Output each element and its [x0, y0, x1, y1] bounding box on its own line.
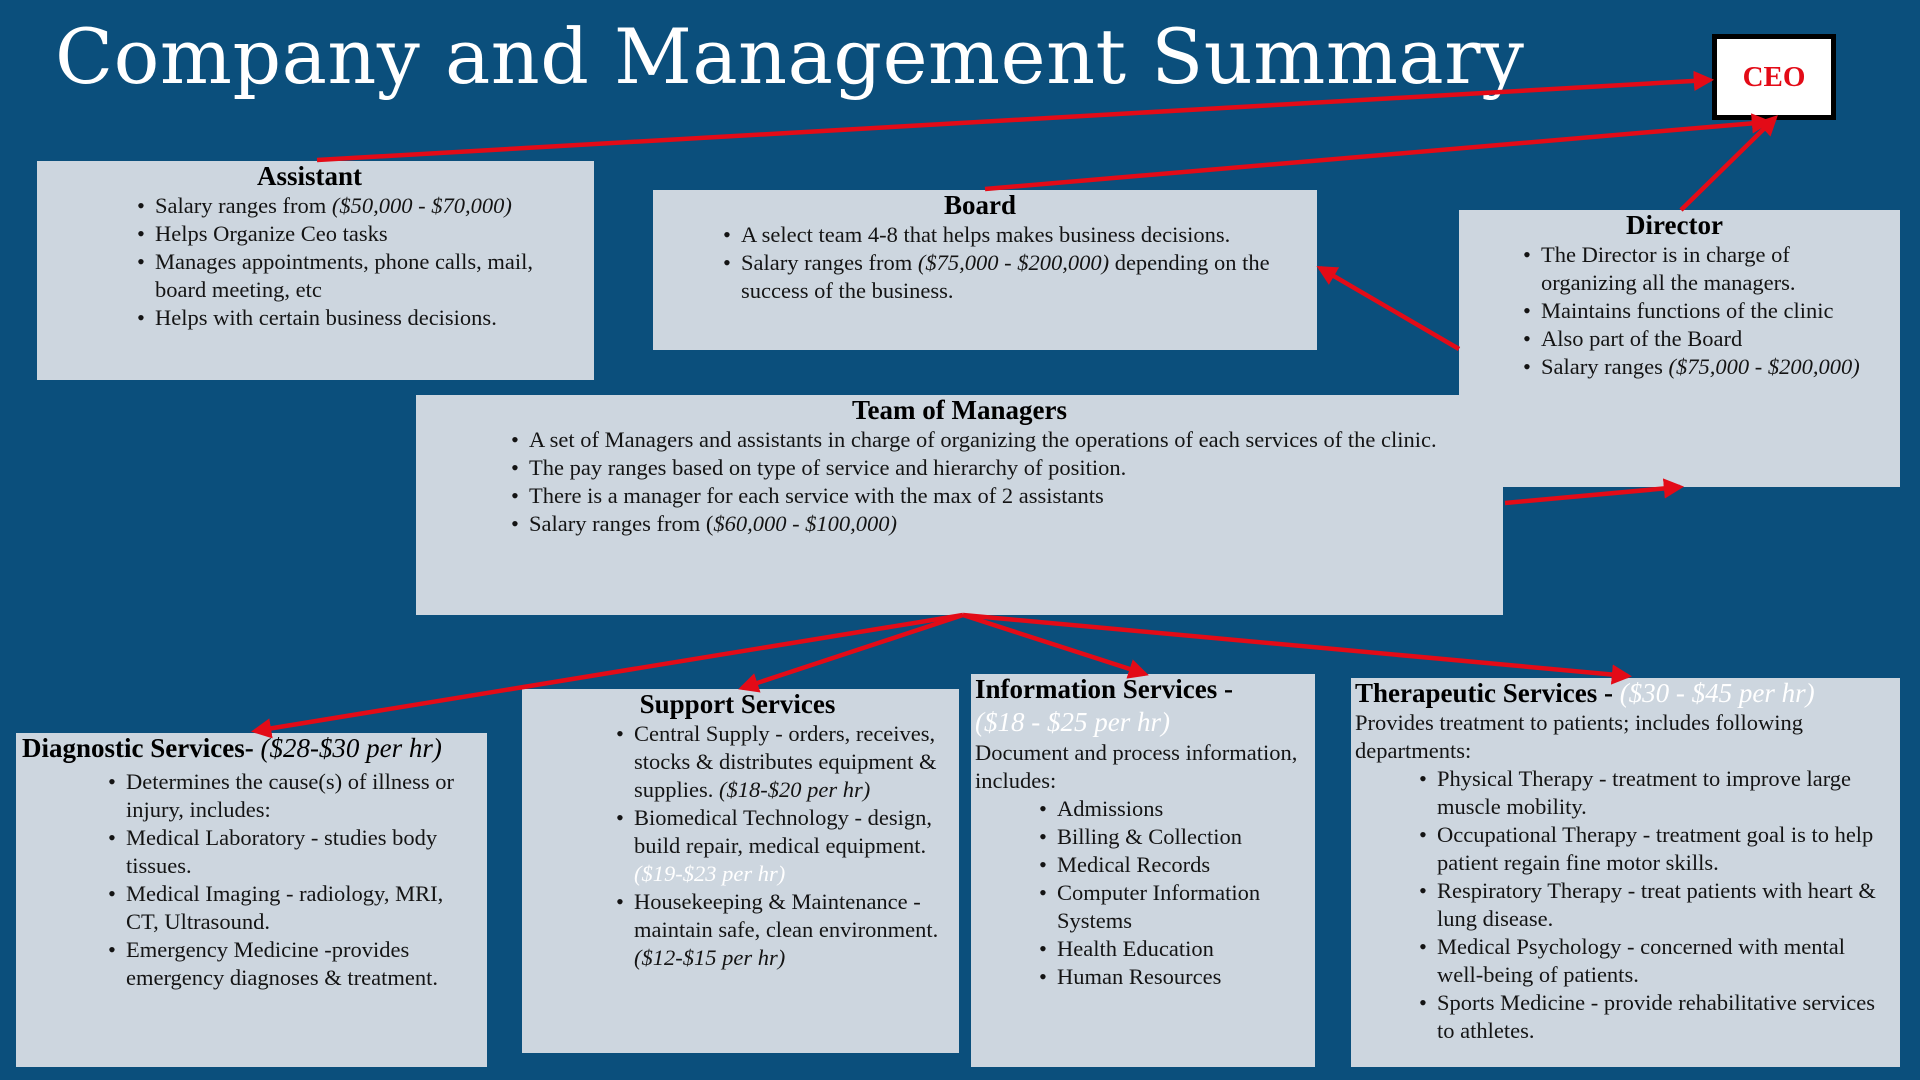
list-item: • Determines the cause(s) of illness or injury, includes: [126, 768, 477, 824]
arrow-managers-to-therapeutic [963, 615, 1628, 676]
list-item: • Medical Records [1057, 851, 1309, 879]
board-list [713, 221, 1307, 305]
list-item: • Helps Organize Ceo tasks [155, 220, 582, 248]
director-list [1513, 241, 1890, 381]
director-heading: Director [1626, 210, 1723, 240]
list-item: • The pay ranges based on type of service and hierarchy of position. [529, 454, 1463, 482]
board-heading: Board [943, 190, 1016, 220]
arrow-managers-to-information [963, 615, 1145, 674]
list-item: • Salary ranges ($75,000 - $200,000) [1541, 353, 1890, 381]
page-title: Company and Management Summary [55, 12, 1525, 101]
list-item: • There is a manager for each service with the max of 2 assistants [529, 482, 1463, 510]
arrow-board-to-ceo [985, 122, 1768, 189]
list-item: • Maintains functions of the clinic [1541, 297, 1890, 325]
arrow-director-to-board [1320, 268, 1459, 349]
list-item: • Occupational Therapy - treatment goal is to help patient regain fine motor skills. [1437, 821, 1894, 877]
managers-list [501, 426, 1463, 538]
managers-box [416, 395, 1503, 615]
assistant-box [37, 161, 594, 380]
list-item: • Billing & Collection [1057, 823, 1309, 851]
support-heading: Support Services [639, 689, 836, 719]
information-pay: ($18 - $25 per hr) [975, 707, 1170, 737]
list-item: • Health Education [1057, 935, 1309, 963]
list-item: • Admissions [1057, 795, 1309, 823]
information-heading: Information Services - [975, 674, 1233, 704]
therapeutic-list [1355, 765, 1894, 1045]
list-item: • Human Resources [1057, 963, 1309, 991]
ceo-box [1712, 34, 1836, 120]
list-item: • Medical Laboratory - studies body tissues. [126, 824, 477, 880]
information-intro: Document and process information, includes: [975, 740, 1298, 793]
assistant-list [127, 192, 582, 332]
list-item: • The Director is in charge of organizing all the managers. [1541, 241, 1890, 297]
list-item: • Housekeeping & Maintenance - maintain safe, clean environment. ($12-$15 per hr) [634, 888, 953, 972]
list-item: • Salary ranges from ($60,000 - $100,000) [529, 510, 1463, 538]
information-box [971, 674, 1315, 1067]
arrow-managers-to-director [1505, 487, 1680, 503]
diagnostic-box [16, 733, 487, 1067]
list-item: • Computer Information Systems [1057, 879, 1309, 935]
list-item: • A select team 4-8 that helps makes business decisions. [741, 221, 1307, 249]
list-item: • Manages appointments, phone calls, mail, board meeting, etc [155, 248, 582, 304]
list-item: • Physical Therapy - treatment to improve large muscle mobility. [1437, 765, 1894, 821]
list-item: • Respiratory Therapy - treat patients with heart & lung disease. [1437, 877, 1894, 933]
arrow-director-to-ceo [1681, 118, 1775, 210]
managers-heading: Team of Managers [852, 395, 1067, 425]
list-item: • Central Supply - orders, receives, stocks & distributes equipment & supplies. ($18-$20 per hr) [634, 720, 953, 804]
list-item: • Sports Medicine - provide rehabilitative services to athletes. [1437, 989, 1894, 1045]
list-item: • Medical Imaging - radiology, MRI, CT, Ultrasound. [126, 880, 477, 936]
assistant-heading: Assistant [256, 161, 363, 191]
list-item: • Salary ranges from ($75,000 - $200,000) depending on the success of the business. [741, 249, 1307, 305]
support-box [522, 689, 959, 1053]
information-list [975, 795, 1309, 991]
list-item: • Salary ranges from ($50,000 - $70,000) [155, 192, 582, 220]
therapeutic-intro: Provides treatment to patients; includes following departments: [1355, 710, 1804, 763]
list-item: • Biomedical Technology - design, build repair, medical equipment. ($19-$23 per hr) [634, 804, 953, 888]
diagnostic-list [98, 768, 477, 992]
list-item: • Also part of the Board [1541, 325, 1890, 353]
list-item: • Emergency Medicine -provides emergency diagnoses & treatment. [126, 936, 477, 992]
therapeutic-box [1351, 678, 1900, 1067]
list-item: • A set of Managers and assistants in charge of organizing the operations of each services of the clinic. [529, 426, 1463, 454]
diagnostic-heading: Diagnostic Services- ($28-$30 per hr) [22, 733, 442, 763]
board-box [653, 190, 1317, 350]
support-list [606, 720, 953, 972]
list-item: • Helps with certain business decisions. [155, 304, 582, 332]
ceo-label: CEO [1742, 60, 1806, 93]
therapeutic-heading: Therapeutic Services - ($30 - $45 per hr) [1355, 678, 1815, 708]
arrow-managers-to-support [742, 615, 963, 688]
director-box [1459, 210, 1900, 487]
list-item: • Medical Psychology - concerned with mental well-being of patients. [1437, 933, 1894, 989]
